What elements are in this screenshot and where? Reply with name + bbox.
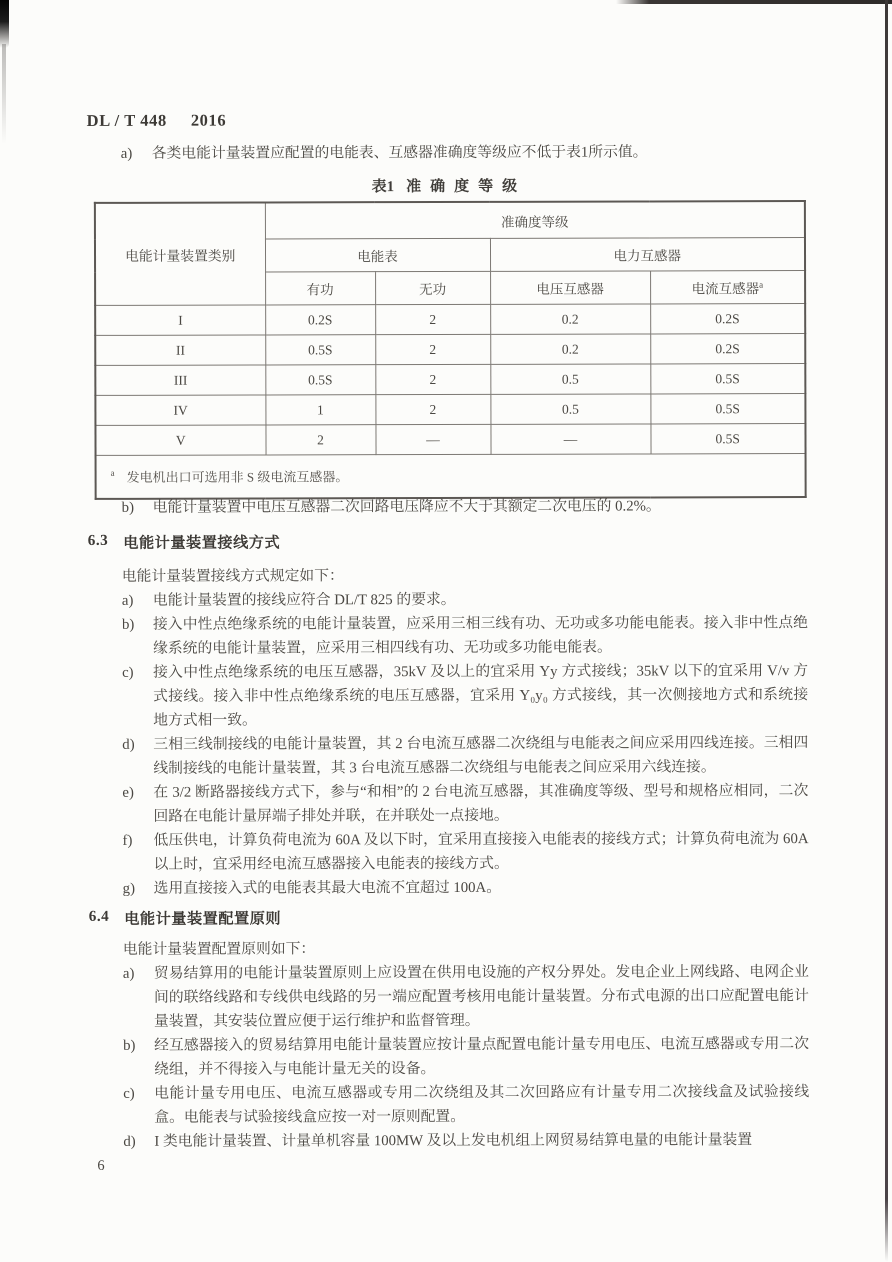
col-header-pt: 电压互感器 <box>490 271 650 304</box>
table-note-ref: a <box>759 279 764 290</box>
item-text: 在 3/2 断路器接线方式下，参与“和相”的 2 台电流互感器，其准确度等级、型号和规格应相同，二次回路在电能计量屏端子排处并联，在并联处一点接地。 <box>153 783 809 825</box>
item-label: a) <box>121 592 134 609</box>
item-label: d) <box>122 736 135 753</box>
item-label: g) <box>122 880 136 897</box>
section-6-4-heading <box>89 907 281 929</box>
list-item <box>122 587 808 613</box>
clause-6-2-item-b-block <box>122 494 808 520</box>
cell-active: 2 <box>265 425 375 455</box>
standard-code: DL / T 448 <box>86 110 167 130</box>
page-number: 6 <box>97 1157 105 1174</box>
cell-ct: 0.5S <box>650 424 805 454</box>
cell-category: I <box>95 305 265 335</box>
item-text: 经互感器接入的贸易结算用电能计量装置应按计量点配置电能计量专用电压、电流互感器或专用二次绕组，并不得接入与电能计量无关的设备。 <box>154 1036 810 1078</box>
item-text: 接入中性点绝缘系统的电压互感器，35kV 及以上的宜采用 Yy 方式接线；35kV 以下的宜采用 V/v 方式接线。接入非中性点绝缘系统的电压互感器，宜采用 Y₀y₀ 方式接线，其一次侧接地方式和系统接地方式相一致。 <box>153 663 809 729</box>
table-row <box>95 304 805 336</box>
table-row <box>95 424 805 456</box>
accuracy-class-table <box>94 200 807 500</box>
item-text: I 类电能计量装置、计量单机容量 100MW 及以上发电机组上网贸易结算电量的电能计量装置 <box>154 1132 753 1150</box>
list-item <box>122 611 808 661</box>
footnote-marker: a <box>110 468 115 479</box>
cell-active: 0.5S <box>265 365 375 395</box>
col-header-meter: 电能表 <box>265 238 490 272</box>
cell-category: IV <box>95 395 265 425</box>
table-footnote <box>96 454 806 499</box>
item-text: 选用直接接入式的电能表其最大电流不宜超过 100A。 <box>153 879 502 897</box>
cell-reactive: 2 <box>375 304 490 334</box>
item-label: e) <box>122 784 134 801</box>
section-6-3-lead: 电能计量装置接线方式规定如下： <box>121 568 344 585</box>
item-text: 电能计量专用电压、电流互感器或专用二次绕组及其二次回路应有计量专用二次接线盒及试验接线盒。电能表与试验接线盒应按一对一原则配置。 <box>154 1084 810 1126</box>
cell-ct: 0.2S <box>650 304 805 334</box>
cell-pt: 0.5 <box>490 394 650 424</box>
list-item <box>123 1128 809 1154</box>
list-item <box>122 731 808 781</box>
cell-pt: 0.2 <box>490 334 650 364</box>
list-item <box>123 875 809 901</box>
section-title: 电能计量装置接线方式 <box>123 534 281 552</box>
list-item <box>123 827 809 877</box>
cell-reactive: 2 <box>375 364 490 394</box>
cell-reactive: 2 <box>375 334 490 364</box>
cell-category: V <box>95 425 265 455</box>
col-header-active: 有功 <box>265 272 375 305</box>
table-row <box>95 364 805 396</box>
section-number: 6.4 <box>88 907 110 925</box>
cell-ct: 0.5S <box>650 394 805 424</box>
cell-pt: — <box>490 424 650 454</box>
clause-6-2-item-a <box>121 140 807 166</box>
cell-active: 0.2S <box>265 305 375 335</box>
table-title-text: 准确度等级 <box>406 178 527 196</box>
table-footnote-row <box>96 454 806 499</box>
item-label: d) <box>123 1133 136 1150</box>
cell-reactive: — <box>375 424 490 454</box>
item-text: 电能计量装置中电压互感器二次回路电压降应不大于其额定二次电压的 0.2%。 <box>152 498 661 516</box>
section-6-3-heading <box>88 531 280 553</box>
table-row <box>95 394 805 426</box>
item-label: c) <box>123 1085 135 1102</box>
table-1-title <box>94 174 804 197</box>
standard-year: 2016 <box>190 110 227 130</box>
item-text: 三相三线制接线的电能计量装置，其 2 台电流互感器二次绕组与电能表之间应采用四线连接。三相四线制接线的电能计量装置，其 3 台电流互感器二次绕组与电能表之间应采用六线连接。 <box>153 735 809 777</box>
cell-ct: 0.2S <box>650 334 805 364</box>
col-header-ct-text: 电流互感器 <box>691 281 760 297</box>
col-header-reactive: 无功 <box>375 271 490 304</box>
list-item <box>122 779 808 829</box>
list-item <box>123 960 809 1034</box>
cell-category: II <box>95 335 265 365</box>
item-label: a) <box>122 965 135 982</box>
item-text: 贸易结算用的电能计量装置原则上应设置在供用电设施的产权分界处。发电企业上网线路、电网企业间的联络线路和专线供电线路的另一端应配置考核用电能计量装置。分布式电源的出口应配置电能计量装置，其安装位置应便于运行维护和监督管理。 <box>153 964 809 1030</box>
item-text: 各类电能计量装置应配置的电能表、互感器准确度等级应不低于表1所示值。 <box>151 144 648 162</box>
section-title: 电能计量装置配置原则 <box>124 910 282 928</box>
cell-reactive: 2 <box>375 394 490 424</box>
item-text: 低压供电，计算负荷电流为 60A 及以下时，宜采用直接接入电能表的接线方式；计算负荷电流为 60A 以上时，宜采用经电流互感器接入电能表的接线方式。 <box>153 831 809 873</box>
section-6-4-body <box>123 936 810 1154</box>
col-header-transformer: 电力互感器 <box>490 238 805 272</box>
item-text: 电能计量装置的接线应符合 DL/T 825 的要求。 <box>152 591 456 609</box>
table-title-label: 表1 <box>371 179 395 196</box>
item-text: 接入中性点绝缘系统的电能计量装置，应采用三相三线有功、无功或多功能电能表。接入非中性点绝缘系统的电能计量装置，应采用三相四线有功、无功或多功能电能表。 <box>152 615 809 657</box>
list-item <box>123 1032 809 1082</box>
cell-pt: 0.5 <box>490 364 650 394</box>
cell-active: 1 <box>265 395 375 425</box>
section-6-4-lead: 电能计量装置配置原则如下： <box>122 941 316 958</box>
item-label: f) <box>122 832 133 849</box>
cell-ct: 0.5S <box>650 364 805 394</box>
cell-pt: 0.2 <box>490 304 650 334</box>
item-label: b) <box>121 616 135 633</box>
footnote-text: 发电机出口可选用非 S 级电流互感器。 <box>126 468 349 485</box>
section-6-3-body <box>122 563 809 901</box>
item-label: b) <box>123 1037 136 1054</box>
section-number: 6.3 <box>87 531 109 549</box>
col-header-accuracy: 准确度等级 <box>265 201 805 239</box>
cell-active: 0.5S <box>265 335 375 365</box>
item-label: a) <box>120 145 133 162</box>
table-row <box>95 334 805 366</box>
item-label: b) <box>121 499 135 516</box>
list-item <box>122 659 808 733</box>
cell-category: III <box>95 365 265 395</box>
item-label: c) <box>122 664 134 681</box>
clause-6-2-item-b <box>122 494 808 520</box>
list-item <box>123 1080 809 1130</box>
standard-number-header <box>87 111 227 131</box>
col-header-ct <box>650 271 805 304</box>
col-header-category: 电能计量装置类别 <box>95 202 265 305</box>
table-header-row-1 <box>95 201 805 239</box>
